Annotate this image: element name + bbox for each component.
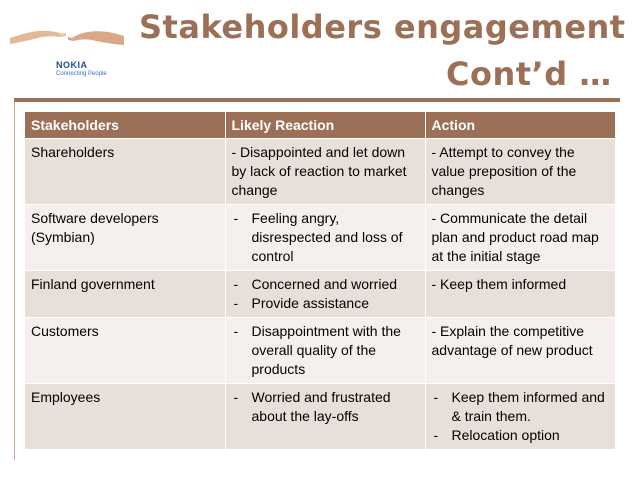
reaction-cell [225, 271, 425, 318]
stakeholder-cell: Software developers (Symbian) [25, 205, 225, 271]
reaction-item: - Disappointment with the overall quality of the products [232, 322, 419, 379]
table-row [25, 205, 615, 271]
reaction-cell [225, 318, 425, 384]
nokia-logo [8, 14, 126, 80]
action-list [432, 388, 609, 445]
action-cell: - Explain the competitive advantage of new product [425, 318, 615, 384]
logo-tagline: Connecting People [56, 71, 107, 77]
table-row [25, 384, 615, 450]
stakeholder-cell: Finland government [25, 271, 225, 318]
reaction-list [232, 275, 419, 313]
reaching-hands-icon [8, 14, 126, 54]
reaction-cell: - Disappointed and let down by lack of reaction to market change [225, 139, 425, 205]
slide-title-line-1: Stakeholders engagement [139, 8, 626, 46]
reaction-list [232, 322, 419, 379]
reaction-item: - Worried and frustrated about the lay-offs [232, 388, 419, 426]
reaction-item: - Concerned and worried [232, 275, 419, 294]
table-row [25, 271, 615, 318]
header-likely-reaction: Likely Reaction [225, 112, 425, 139]
table-row [25, 139, 615, 205]
reaction-item: - Feeling angry, disrespected and loss of control [232, 209, 419, 266]
stakeholder-cell: Customers [25, 318, 225, 384]
table-row [25, 318, 615, 384]
action-cell: - Communicate the detail plan and product road map at the initial stage [425, 205, 615, 271]
logo-brand: NOKIA [56, 60, 88, 70]
header-stakeholders: Stakeholders [25, 112, 225, 139]
reaction-list [232, 209, 419, 266]
left-divider [14, 102, 15, 460]
table-header-row [25, 112, 615, 139]
stakeholder-cell: Shareholders [25, 139, 225, 205]
reaction-item: - Provide assistance [232, 294, 419, 313]
reaction-list [232, 388, 419, 426]
stakeholder-cell: Employees [25, 384, 225, 450]
header-action: Action [425, 112, 615, 139]
action-item: - Relocation option [432, 426, 609, 445]
action-cell [425, 384, 615, 450]
slide-title-line-2: Cont’d … [446, 55, 612, 93]
stakeholders-table [25, 112, 616, 449]
action-item: - Keep them informed and & train them. [432, 388, 609, 426]
action-cell: - Attempt to convey the value preposition of the changes [425, 139, 615, 205]
action-cell: - Keep them informed [425, 271, 615, 318]
title-divider [14, 98, 620, 102]
reaction-cell [225, 205, 425, 271]
reaction-cell [225, 384, 425, 450]
